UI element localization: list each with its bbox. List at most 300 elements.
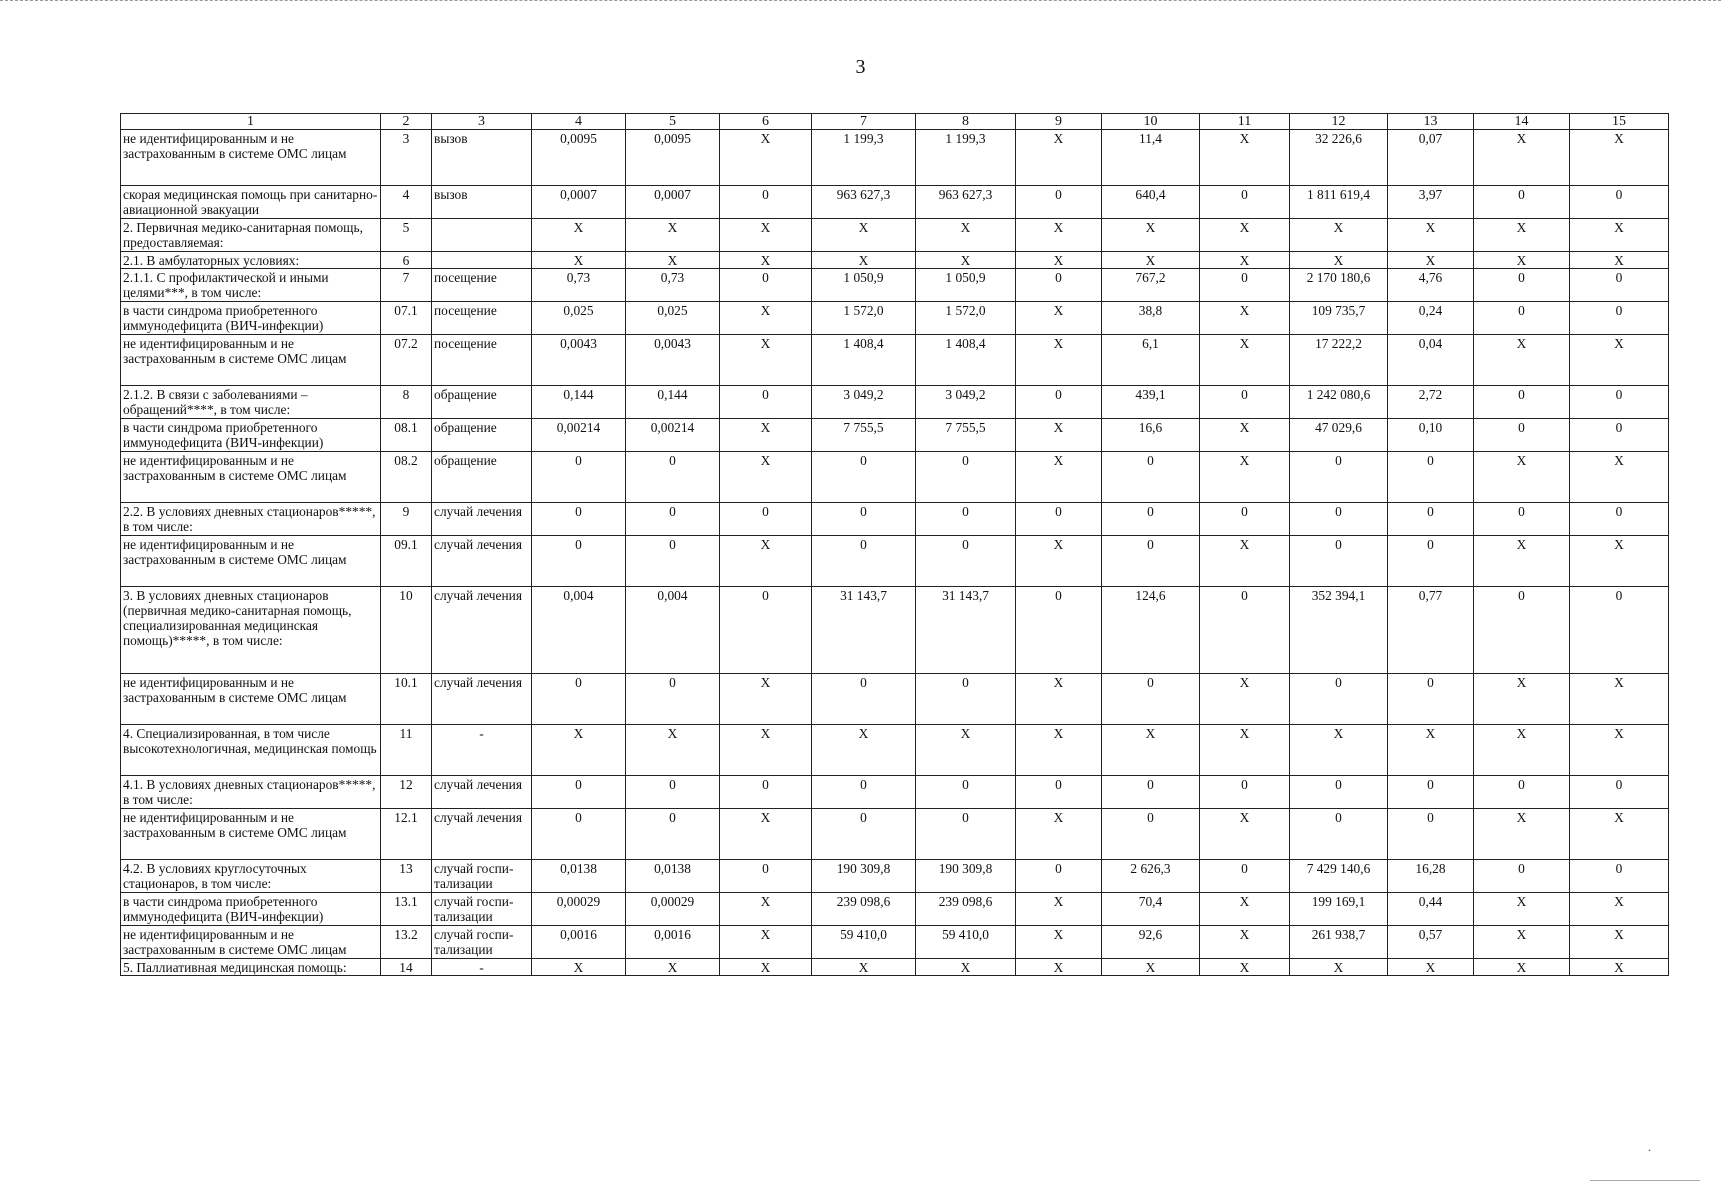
cell-value: 31 143,7 xyxy=(812,587,916,674)
table-row xyxy=(121,302,1669,335)
cell-value: Х xyxy=(720,419,812,452)
row-code: 07.1 xyxy=(381,302,432,335)
table-row xyxy=(121,674,1669,725)
cell-value: Х xyxy=(1200,419,1290,452)
cell-value: 0 xyxy=(1388,452,1474,503)
cell-value: Х xyxy=(1474,536,1570,587)
table-row xyxy=(121,386,1669,419)
cell-value: Х xyxy=(626,725,720,776)
column-header: 13 xyxy=(1388,114,1474,130)
cell-value: Х xyxy=(1200,130,1290,186)
cell-value: Х xyxy=(1570,536,1669,587)
cell-value: Х xyxy=(916,252,1016,269)
cell-value: 640,4 xyxy=(1102,186,1200,219)
cell-value: 0 xyxy=(1474,419,1570,452)
row-unit xyxy=(432,252,532,269)
cell-value: 0 xyxy=(1474,503,1570,536)
cell-value: Х xyxy=(1016,926,1102,959)
cell-value: 0 xyxy=(1388,809,1474,860)
row-name: скорая медицинская помощь при санитарно-авиационной эвакуации xyxy=(121,186,381,219)
cell-value: Х xyxy=(1016,335,1102,386)
row-name: 2.1.1. С профилактической и иными целями***, в том числе: xyxy=(121,269,381,302)
cell-value: Х xyxy=(812,959,916,976)
cell-value: Х xyxy=(626,252,720,269)
cell-value: 0 xyxy=(916,674,1016,725)
cell-value: 0 xyxy=(1570,302,1669,335)
cell-value: Х xyxy=(1200,536,1290,587)
column-header: 14 xyxy=(1474,114,1570,130)
cell-value: 0 xyxy=(626,503,720,536)
table-row xyxy=(121,186,1669,219)
cell-value: Х xyxy=(720,893,812,926)
row-unit: посещение xyxy=(432,335,532,386)
cell-value: Х xyxy=(1016,302,1102,335)
cell-value: Х xyxy=(1474,893,1570,926)
cell-value: 0 xyxy=(1290,674,1388,725)
cell-value: Х xyxy=(626,959,720,976)
row-unit: случай лечения xyxy=(432,536,532,587)
cell-value: 0 xyxy=(1200,186,1290,219)
row-code: 13.2 xyxy=(381,926,432,959)
cell-value: 0 xyxy=(1200,269,1290,302)
column-header: 6 xyxy=(720,114,812,130)
cell-value: 767,2 xyxy=(1102,269,1200,302)
cell-value: 0 xyxy=(720,269,812,302)
cell-value: 963 627,3 xyxy=(812,186,916,219)
table-row xyxy=(121,893,1669,926)
cell-value: 0,73 xyxy=(626,269,720,302)
cell-value: Х xyxy=(1474,725,1570,776)
cell-value: 0 xyxy=(626,536,720,587)
row-name: не идентифицированным и не застрахованным в системе ОМС лицам xyxy=(121,335,381,386)
cell-value: 0,24 xyxy=(1388,302,1474,335)
cell-value: 0 xyxy=(1474,860,1570,893)
row-code: 13 xyxy=(381,860,432,893)
row-unit: обращение xyxy=(432,452,532,503)
cell-value: 0 xyxy=(1102,776,1200,809)
cell-value: 0 xyxy=(1570,419,1669,452)
row-code: 08.2 xyxy=(381,452,432,503)
cell-value: Х xyxy=(916,219,1016,252)
cell-value: 0,0007 xyxy=(626,186,720,219)
cell-value: 0 xyxy=(1016,269,1102,302)
row-code: 12 xyxy=(381,776,432,809)
cell-value: 0 xyxy=(1474,386,1570,419)
scan-edge-bottom xyxy=(1590,1180,1700,1182)
cell-value: 0,0095 xyxy=(626,130,720,186)
cell-value: 0,0095 xyxy=(532,130,626,186)
cell-value: Х xyxy=(1016,674,1102,725)
cell-value: Х xyxy=(916,725,1016,776)
cell-value: Х xyxy=(1388,219,1474,252)
cell-value: Х xyxy=(1474,219,1570,252)
scan-speck: . xyxy=(1648,1140,1651,1154)
cell-value: Х xyxy=(1102,959,1200,976)
cell-value: 439,1 xyxy=(1102,386,1200,419)
table-row xyxy=(121,130,1669,186)
cell-value: Х xyxy=(720,809,812,860)
cell-value: 1 572,0 xyxy=(916,302,1016,335)
cell-value: 16,28 xyxy=(1388,860,1474,893)
cell-value: 0 xyxy=(812,674,916,725)
cell-value: 1 811 619,4 xyxy=(1290,186,1388,219)
cell-value: Х xyxy=(812,252,916,269)
row-name: 4.2. В условиях круглосуточных стационаров, в том числе: xyxy=(121,860,381,893)
cell-value: 0 xyxy=(812,809,916,860)
row-unit: случай лечения xyxy=(432,809,532,860)
cell-value: Х xyxy=(532,252,626,269)
column-header: 1 xyxy=(121,114,381,130)
row-name: в части синдрома приобретенного иммунодефицита (ВИЧ-инфекции) xyxy=(121,419,381,452)
cell-value: Х xyxy=(1474,130,1570,186)
cell-value: 1 050,9 xyxy=(916,269,1016,302)
cell-value: 31 143,7 xyxy=(916,587,1016,674)
cell-value: 1 199,3 xyxy=(812,130,916,186)
cell-value: 0,04 xyxy=(1388,335,1474,386)
cell-value: Х xyxy=(1016,419,1102,452)
column-header: 4 xyxy=(532,114,626,130)
cell-value: Х xyxy=(1474,335,1570,386)
cell-value: 0 xyxy=(1200,776,1290,809)
cell-value: Х xyxy=(1016,536,1102,587)
cell-value: 0 xyxy=(1474,587,1570,674)
column-header: 7 xyxy=(812,114,916,130)
cell-value: 0 xyxy=(1570,386,1669,419)
table-row xyxy=(121,860,1669,893)
cell-value: Х xyxy=(1016,252,1102,269)
cell-value: 0 xyxy=(916,776,1016,809)
cell-value: 2 626,3 xyxy=(1102,860,1200,893)
table-row xyxy=(121,269,1669,302)
cell-value: Х xyxy=(1570,959,1669,976)
row-code: 9 xyxy=(381,503,432,536)
cell-value: 2 170 180,6 xyxy=(1290,269,1388,302)
row-name: в части синдрома приобретенного иммунодефицита (ВИЧ-инфекции) xyxy=(121,302,381,335)
cell-value: 0,144 xyxy=(626,386,720,419)
cell-value: Х xyxy=(1200,674,1290,725)
cell-value: 0,44 xyxy=(1388,893,1474,926)
cell-value: 1 572,0 xyxy=(812,302,916,335)
header-row xyxy=(121,114,1669,130)
cell-value: 0,144 xyxy=(532,386,626,419)
cell-value: Х xyxy=(1200,809,1290,860)
cell-value: Х xyxy=(916,959,1016,976)
cell-value: Х xyxy=(1474,252,1570,269)
cell-value: Х xyxy=(1290,219,1388,252)
cell-value: 0 xyxy=(1102,536,1200,587)
cell-value: 3 049,2 xyxy=(812,386,916,419)
cell-value: Х xyxy=(1388,252,1474,269)
cell-value: 0 xyxy=(532,776,626,809)
row-name: 4.1. В условиях дневных стационаров*****, в том числе: xyxy=(121,776,381,809)
cell-value: 7 755,5 xyxy=(916,419,1016,452)
cell-value: Х xyxy=(1200,335,1290,386)
row-name: не идентифицированным и не застрахованным в системе ОМС лицам xyxy=(121,130,381,186)
cell-value: 0,025 xyxy=(532,302,626,335)
cell-value: 0 xyxy=(1200,587,1290,674)
cell-value: 0 xyxy=(812,503,916,536)
table-row xyxy=(121,419,1669,452)
row-code: 7 xyxy=(381,269,432,302)
row-name: 2.1. В амбулаторных условиях: xyxy=(121,252,381,269)
column-header: 3 xyxy=(432,114,532,130)
cell-value: 0 xyxy=(626,809,720,860)
cell-value: Х xyxy=(1570,893,1669,926)
row-code: 11 xyxy=(381,725,432,776)
cell-value: 0 xyxy=(720,587,812,674)
row-unit: обращение xyxy=(432,386,532,419)
cell-value: 0 xyxy=(1200,386,1290,419)
table-row xyxy=(121,725,1669,776)
cell-value: Х xyxy=(1474,926,1570,959)
cell-value: 0 xyxy=(812,452,916,503)
cell-value: 59 410,0 xyxy=(916,926,1016,959)
cell-value: 6,1 xyxy=(1102,335,1200,386)
cell-value: 0 xyxy=(1102,674,1200,725)
cell-value: 0,0043 xyxy=(626,335,720,386)
cell-value: 0 xyxy=(1388,503,1474,536)
cell-value: Х xyxy=(812,219,916,252)
cell-value: 0,0007 xyxy=(532,186,626,219)
table-row xyxy=(121,926,1669,959)
cell-value: 7 755,5 xyxy=(812,419,916,452)
cell-value: 0 xyxy=(1200,503,1290,536)
cell-value: 0 xyxy=(1570,269,1669,302)
cell-value: 38,8 xyxy=(1102,302,1200,335)
row-name: не идентифицированным и не застрахованным в системе ОМС лицам xyxy=(121,452,381,503)
cell-value: Х xyxy=(1570,674,1669,725)
cell-value: 0,10 xyxy=(1388,419,1474,452)
cell-value: Х xyxy=(1570,725,1669,776)
cell-value: 0 xyxy=(1290,503,1388,536)
cell-value: 0,00214 xyxy=(626,419,720,452)
cell-value: Х xyxy=(1200,893,1290,926)
cell-value: 0 xyxy=(532,809,626,860)
cell-value: Х xyxy=(1570,452,1669,503)
cell-value: Х xyxy=(1474,959,1570,976)
cell-value: 0 xyxy=(626,452,720,503)
row-unit xyxy=(432,219,532,252)
cell-value: 0 xyxy=(1570,587,1669,674)
row-name: не идентифицированным и не застрахованным в системе ОМС лицам xyxy=(121,536,381,587)
cell-value: 0 xyxy=(916,536,1016,587)
row-unit: случай лечения xyxy=(432,503,532,536)
cell-value: Х xyxy=(626,219,720,252)
column-header: 9 xyxy=(1016,114,1102,130)
cell-value: 0 xyxy=(916,452,1016,503)
cell-value: 0 xyxy=(1016,587,1102,674)
cell-value: 0 xyxy=(1570,186,1669,219)
cell-value: 1 408,4 xyxy=(812,335,916,386)
cell-value: 239 098,6 xyxy=(812,893,916,926)
cell-value: 0 xyxy=(1290,536,1388,587)
cell-value: 0 xyxy=(1388,776,1474,809)
table-row xyxy=(121,252,1669,269)
cell-value: 0,0016 xyxy=(626,926,720,959)
cell-value: Х xyxy=(1290,252,1388,269)
cell-value: 0 xyxy=(626,776,720,809)
cell-value: Х xyxy=(1016,725,1102,776)
cell-value: Х xyxy=(1016,893,1102,926)
cell-value: Х xyxy=(720,130,812,186)
row-unit: вызов xyxy=(432,130,532,186)
cell-value: 0,73 xyxy=(532,269,626,302)
row-unit: посещение xyxy=(432,302,532,335)
cell-value: Х xyxy=(812,725,916,776)
cell-value: 70,4 xyxy=(1102,893,1200,926)
table-row xyxy=(121,452,1669,503)
cell-value: 0 xyxy=(1016,776,1102,809)
cell-value: Х xyxy=(1200,725,1290,776)
cell-value: 0 xyxy=(1570,860,1669,893)
cell-value: Х xyxy=(1200,926,1290,959)
cell-value: 190 309,8 xyxy=(812,860,916,893)
row-code: 14 xyxy=(381,959,432,976)
cell-value: Х xyxy=(1388,959,1474,976)
cell-value: 0 xyxy=(720,860,812,893)
cell-value: 0 xyxy=(1016,186,1102,219)
scan-edge-top xyxy=(0,0,1721,3)
cell-value: 0,77 xyxy=(1388,587,1474,674)
cell-value: Х xyxy=(720,959,812,976)
cell-value: 0 xyxy=(720,503,812,536)
cell-value: 352 394,1 xyxy=(1290,587,1388,674)
row-name: 2.1.2. В связи с заболеваниями – обращений****, в том числе: xyxy=(121,386,381,419)
table-row xyxy=(121,776,1669,809)
table-row xyxy=(121,503,1669,536)
cell-value: 0 xyxy=(532,674,626,725)
cell-value: Х xyxy=(720,452,812,503)
cell-value: 0 xyxy=(1102,809,1200,860)
cell-value: Х xyxy=(720,725,812,776)
table-row xyxy=(121,536,1669,587)
cell-value: 0 xyxy=(532,503,626,536)
cell-value: Х xyxy=(720,302,812,335)
cell-value: Х xyxy=(720,335,812,386)
cell-value: Х xyxy=(532,959,626,976)
cell-value: Х xyxy=(1200,219,1290,252)
row-code: 3 xyxy=(381,130,432,186)
cell-value: 0 xyxy=(1570,503,1669,536)
cell-value: Х xyxy=(720,674,812,725)
row-unit: случай госпи-тализации xyxy=(432,860,532,893)
cell-value: Х xyxy=(1016,130,1102,186)
cell-value: Х xyxy=(1570,926,1669,959)
row-code: 10.1 xyxy=(381,674,432,725)
table-row xyxy=(121,587,1669,674)
row-code: 09.1 xyxy=(381,536,432,587)
cell-value: 32 226,6 xyxy=(1290,130,1388,186)
cell-value: 0 xyxy=(1016,386,1102,419)
cell-value: 7 429 140,6 xyxy=(1290,860,1388,893)
cell-value: 0 xyxy=(812,776,916,809)
cell-value: 199 169,1 xyxy=(1290,893,1388,926)
row-name: 4. Специализированная, в том числе высокотехнологичная, медицинская помощь xyxy=(121,725,381,776)
row-name: 2.2. В условиях дневных стационаров*****, в том числе: xyxy=(121,503,381,536)
row-name: 3. В условиях дневных стационаров (первичная медико-санитарная помощь, специализированная медицинская помощь)*****, в том числе: xyxy=(121,587,381,674)
cell-value: 0,025 xyxy=(626,302,720,335)
cell-value: 0 xyxy=(1388,536,1474,587)
column-header: 15 xyxy=(1570,114,1669,130)
column-header: 12 xyxy=(1290,114,1388,130)
cell-value: 0 xyxy=(1016,503,1102,536)
data-table xyxy=(120,113,1669,976)
cell-value: 963 627,3 xyxy=(916,186,1016,219)
row-unit: обращение xyxy=(432,419,532,452)
cell-value: 0,00029 xyxy=(626,893,720,926)
cell-value: Х xyxy=(1016,959,1102,976)
cell-value: 0 xyxy=(720,186,812,219)
cell-value: 3,97 xyxy=(1388,186,1474,219)
column-header: 2 xyxy=(381,114,432,130)
cell-value: Х xyxy=(1388,725,1474,776)
cell-value: Х xyxy=(1474,674,1570,725)
cell-value: 0 xyxy=(1474,302,1570,335)
cell-value: 0 xyxy=(1474,269,1570,302)
table-row xyxy=(121,959,1669,976)
cell-value: Х xyxy=(532,725,626,776)
cell-value: 0,0043 xyxy=(532,335,626,386)
column-header: 10 xyxy=(1102,114,1200,130)
cell-value: 0 xyxy=(1102,503,1200,536)
row-name: не идентифицированным и не застрахованным в системе ОМС лицам xyxy=(121,674,381,725)
cell-value: 0,004 xyxy=(626,587,720,674)
cell-value: Х xyxy=(1200,302,1290,335)
cell-value: 59 410,0 xyxy=(812,926,916,959)
row-code: 13.1 xyxy=(381,893,432,926)
table-row xyxy=(121,335,1669,386)
cell-value: Х xyxy=(720,536,812,587)
cell-value: Х xyxy=(720,219,812,252)
cell-value: 1 199,3 xyxy=(916,130,1016,186)
cell-value: 0,0138 xyxy=(626,860,720,893)
cell-value: Х xyxy=(1474,452,1570,503)
cell-value: 190 309,8 xyxy=(916,860,1016,893)
cell-value: Х xyxy=(1200,252,1290,269)
cell-value: 0 xyxy=(916,809,1016,860)
cell-value: 239 098,6 xyxy=(916,893,1016,926)
cell-value: 0 xyxy=(1474,186,1570,219)
cell-value: 2,72 xyxy=(1388,386,1474,419)
cell-value: Х xyxy=(1570,130,1669,186)
row-code: 08.1 xyxy=(381,419,432,452)
cell-value: 0 xyxy=(1290,452,1388,503)
row-unit: вызов xyxy=(432,186,532,219)
cell-value: Х xyxy=(1200,959,1290,976)
cell-value: 0 xyxy=(720,776,812,809)
row-unit: - xyxy=(432,725,532,776)
cell-value: Х xyxy=(1102,725,1200,776)
cell-value: 17 222,2 xyxy=(1290,335,1388,386)
row-code: 6 xyxy=(381,252,432,269)
row-code: 07.2 xyxy=(381,335,432,386)
cell-value: Х xyxy=(1570,219,1669,252)
cell-value: 16,6 xyxy=(1102,419,1200,452)
row-code: 10 xyxy=(381,587,432,674)
row-name: 5. Паллиативная медицинская помощь: xyxy=(121,959,381,976)
cell-value: 261 938,7 xyxy=(1290,926,1388,959)
table-row xyxy=(121,809,1669,860)
cell-value: 0 xyxy=(1102,452,1200,503)
column-header: 11 xyxy=(1200,114,1290,130)
cell-value: 0 xyxy=(720,386,812,419)
cell-value: 0 xyxy=(1200,860,1290,893)
cell-value: 0 xyxy=(1290,776,1388,809)
cell-value: Х xyxy=(1102,252,1200,269)
column-header: 8 xyxy=(916,114,1016,130)
row-unit: случай госпи-тализации xyxy=(432,926,532,959)
cell-value: 109 735,7 xyxy=(1290,302,1388,335)
